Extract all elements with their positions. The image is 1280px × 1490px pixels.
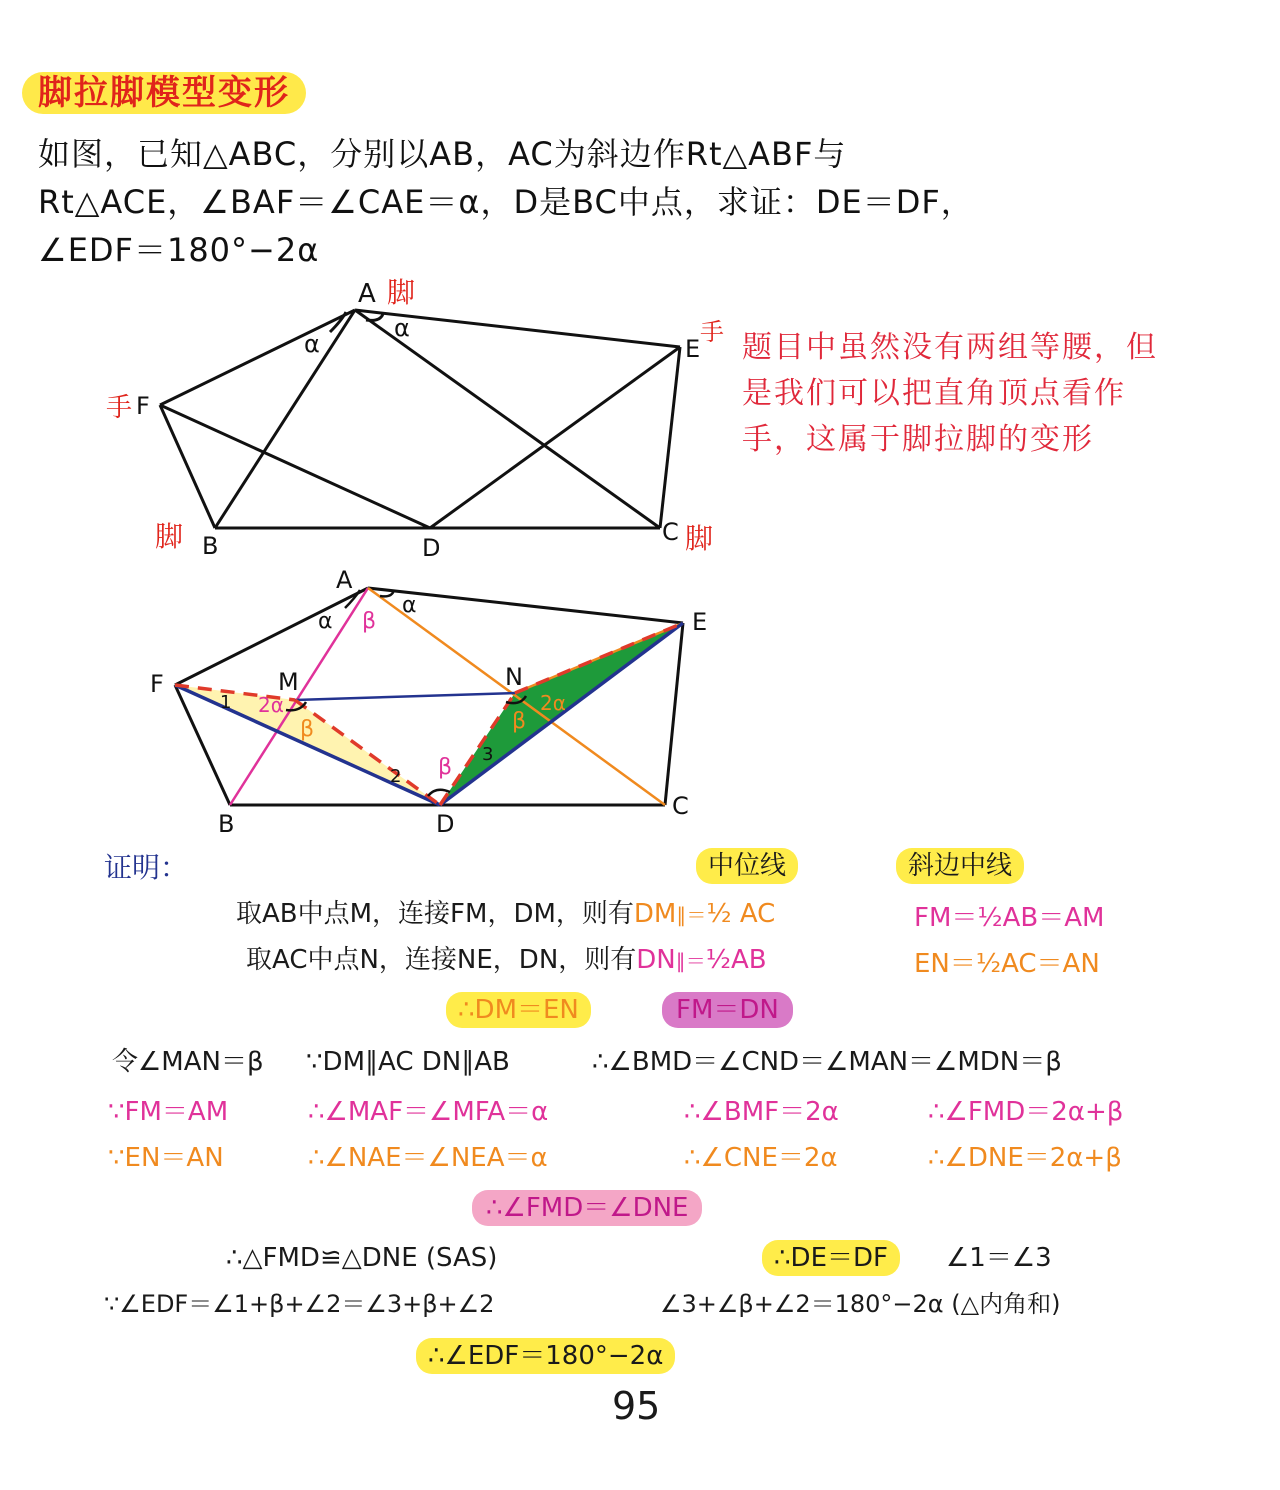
fig1-tag-hand-f: 手 bbox=[106, 393, 133, 423]
fig2-angle-2: 2 bbox=[390, 766, 402, 787]
tag-hypotenuse-median: 斜边中线 bbox=[896, 848, 1024, 884]
fig1-tag-foot-a: 脚 bbox=[387, 276, 416, 309]
step-2-ab: AB bbox=[730, 945, 767, 975]
fm-equation: FM＝½AB＝AM bbox=[914, 903, 1105, 933]
parallel-statement: ∵DM∥AC DN∥AB bbox=[306, 1047, 510, 1077]
fig2-angle-3: 3 bbox=[482, 744, 494, 765]
angle-1-equals-angle-3: ∠1＝∠3 bbox=[946, 1243, 1052, 1273]
edf-sum-statement: ∵∠EDF＝∠1+β+∠2＝∠3+β+∠2 bbox=[104, 1290, 495, 1318]
step-2-text: 取AC中点N，连接NE，DN，则有 bbox=[246, 945, 637, 975]
step-2-dn: DN bbox=[636, 945, 676, 975]
step-2-parallel: ∥ bbox=[675, 949, 686, 973]
figure-2-diagram bbox=[0, 560, 760, 850]
fig2-label-a: A bbox=[336, 566, 353, 594]
let-angle-man: 令∠MAN＝β bbox=[112, 1047, 264, 1077]
pink-reason-1: ∵FM＝AM bbox=[108, 1097, 229, 1127]
figure-1-diagram bbox=[0, 270, 760, 570]
dm-equals-en: ∴DM＝EN bbox=[446, 992, 591, 1028]
fig2-beta-n: β bbox=[512, 709, 527, 734]
problem-line-1: 如图，已知△ABC，分别以AB，AC为斜边作Rt△ABF与 bbox=[38, 135, 847, 173]
fm-equals-dn: FM＝DN bbox=[662, 992, 793, 1028]
fig2-two-alpha-m: 2α bbox=[258, 693, 284, 717]
fig2-label-m: M bbox=[278, 668, 299, 696]
orange-reason-2: ∴∠NAE＝∠NEA＝α bbox=[308, 1143, 548, 1173]
proof-step-2 bbox=[246, 942, 767, 979]
proof-step-1 bbox=[236, 896, 775, 933]
note-line-2: 是我们可以把直角顶点看作 bbox=[742, 376, 1126, 411]
pink-reason-3: ∴∠BMF＝2α bbox=[684, 1097, 839, 1127]
proof-heading: 证明： bbox=[104, 851, 189, 884]
tag-midline: 中位线 bbox=[696, 848, 798, 884]
page-title: 脚拉脚模型变形 bbox=[22, 72, 306, 114]
step-1-dm: DM bbox=[633, 899, 677, 929]
en-equation: EN＝½AC＝AN bbox=[914, 949, 1100, 979]
step-2-half: ½ bbox=[705, 945, 731, 975]
orange-reason-1: ∵EN＝AN bbox=[108, 1143, 224, 1173]
fig2-alpha-left: α bbox=[318, 609, 333, 634]
fig1-label-e: E bbox=[685, 335, 701, 363]
congruence-statement: ∴△FMD≌△DNE (SAS) bbox=[226, 1243, 498, 1273]
step-1-half: ½ bbox=[706, 899, 732, 929]
fig2-two-alpha-n: 2α bbox=[540, 691, 566, 715]
triangle-angle-sum: ∠3+∠β+∠2＝180°−2α (△内角和) bbox=[660, 1290, 1061, 1318]
fig1-label-d: D bbox=[422, 534, 441, 562]
step-2-equal: ＝ bbox=[685, 949, 706, 973]
fig2-alpha-right: α bbox=[402, 593, 417, 618]
fig1-label-c: C bbox=[662, 518, 679, 546]
pink-reason-4: ∴∠FMD＝2α+β bbox=[928, 1097, 1124, 1127]
fig1-label-f: F bbox=[136, 392, 150, 420]
fig1-tag-hand-e: 手 bbox=[700, 318, 724, 346]
step-1-ac: AC bbox=[739, 899, 776, 929]
fig2-label-c: C bbox=[672, 792, 689, 820]
fig1-alpha-left: α bbox=[304, 330, 320, 358]
fig2-beta-a: β bbox=[362, 609, 377, 634]
fig1-label-a: A bbox=[358, 279, 376, 309]
fig2-label-b: B bbox=[218, 810, 235, 838]
page-number: 95 bbox=[612, 1384, 661, 1428]
step-1-text: 取AB中点M，连接FM，DM，则有 bbox=[236, 899, 634, 929]
pink-reason-2: ∴∠MAF＝∠MFA＝α bbox=[308, 1097, 549, 1127]
problem-line-2: Rt△ACE，∠BAF＝∠CAE＝α，D是BC中点，求证：DE＝DF， bbox=[38, 183, 974, 221]
angle-fmd-equals-dne: ∴∠FMD＝∠DNE bbox=[472, 1190, 702, 1226]
angles-equal-beta: ∴∠BMD＝∠CND＝∠MAN＝∠MDN＝β bbox=[592, 1047, 1062, 1077]
step-1-parallel: ∥ bbox=[676, 903, 687, 927]
fig2-beta-m: β bbox=[300, 717, 315, 742]
fig2-angle-1: 1 bbox=[220, 692, 232, 713]
fig1-tag-foot-c: 脚 bbox=[685, 522, 714, 555]
fig2-label-d: D bbox=[436, 810, 455, 838]
fig2-label-e: E bbox=[692, 608, 708, 636]
note-line-1: 题目中虽然没有两组等腰，但 bbox=[742, 330, 1158, 365]
problem-line-3: ∠EDF＝180°−2α bbox=[38, 231, 320, 269]
conclusion: ∴∠EDF＝180°−2α bbox=[416, 1338, 675, 1374]
orange-reason-3: ∴∠CNE＝2α bbox=[684, 1143, 838, 1173]
note-line-3: 手，这属于脚拉脚的变形 bbox=[742, 422, 1094, 457]
fig2-label-f: F bbox=[150, 670, 164, 698]
fig1-label-b: B bbox=[202, 532, 219, 560]
fig1-tag-foot-b: 脚 bbox=[155, 520, 184, 553]
fig2-beta-d: β bbox=[438, 755, 453, 780]
step-1-equal: ＝ bbox=[686, 903, 707, 927]
fig2-label-n: N bbox=[505, 663, 523, 691]
fig1-alpha-right: α bbox=[394, 314, 410, 342]
de-equals-df: ∴DE＝DF bbox=[762, 1240, 900, 1276]
orange-reason-4: ∴∠DNE＝2α+β bbox=[928, 1143, 1122, 1173]
